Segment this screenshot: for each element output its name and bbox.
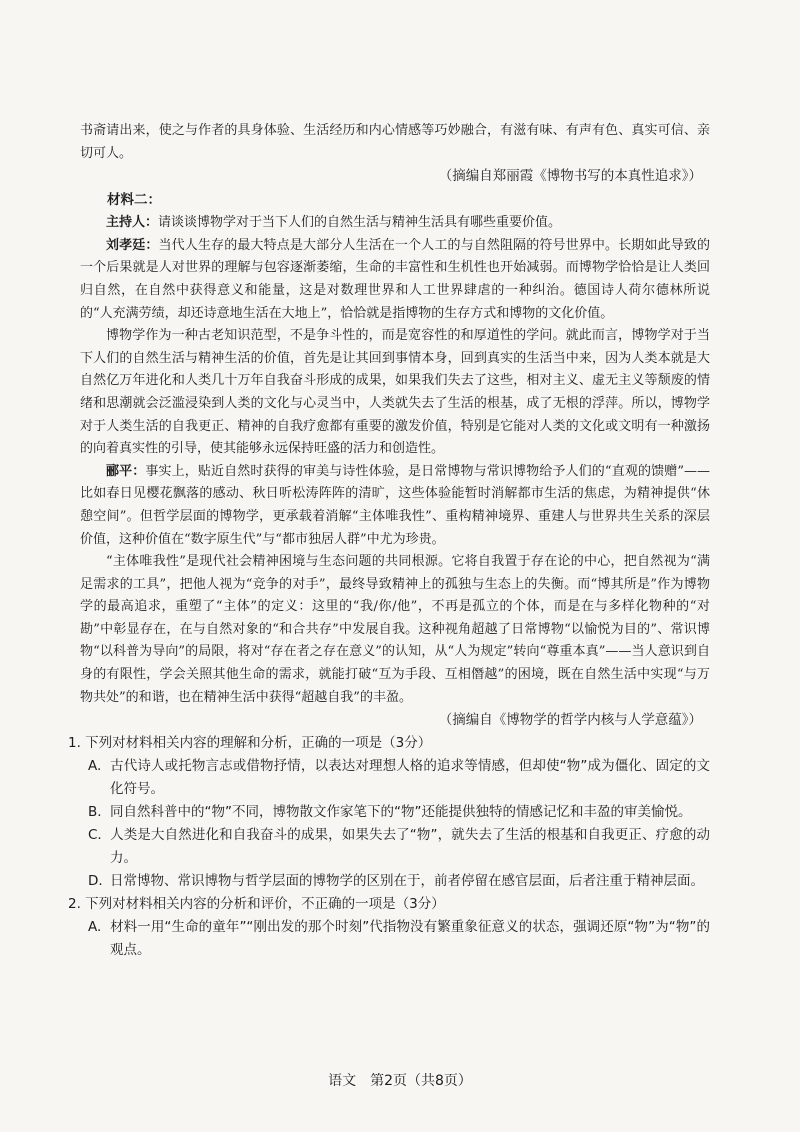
- option-a: [88, 916, 710, 962]
- option-text: 同自然科普中的“物”不同，博物散文作家笔下的“物”还能提供独特的情感记忆和丰盈的审美愉悦。: [110, 804, 692, 821]
- option-text: 人类是大自然进化和自我奋斗的成果，如果失去了“物”，就失去了生活的根基和自我更正、疗愈的动力。: [110, 827, 710, 867]
- paragraph: [80, 212, 710, 235]
- option-letter: A.: [88, 758, 102, 775]
- material1-source: （摘编自郑丽霞《博物书写的本真性追求》）: [438, 168, 702, 185]
- material2-source: （摘编自《博物学的哲学内核与人学意蕴》）: [438, 712, 702, 729]
- option-text: 古代诗人或托物言志或借物抒情，以表达对理想人格的追求等情感，但却使“物”成为僵化、固定的文化符号。: [110, 758, 710, 798]
- option-text: 日常博物、常识博物与哲学层面的博物学的区别在于，前者停留在感官层面，后者注重于精神层面。: [110, 873, 704, 890]
- speaker-label: 郦平：: [106, 463, 146, 479]
- paragraph-text: 博物学作为一种古老知识范型，不是争斗性的，而是宽容性的和厚道性的学问。就此而言，博物学对于当下人们的自然生活与精神生活的价值，首先是让其回到事情本身，回到真实的生活当中来，因为人类本就是大自然亿万年进化和人类几十万年自我奋斗形成的成果，如果我们失去了这些，相对主义、虚无主义等颓废的情绪和思潮就会泛滥浸染到人类的文化与心灵当中，人类就失去了生活的根基，成了无根的浮萍。所以，博物学对于人类生活的自我更正、精神的自我疗愈都有重要的激发价值，特别是它能对人类的文化或文明有一种激扬的向着真实性的引导，使其能够永远保持旺盛的活力和创造性。: [80, 328, 710, 457]
- speaker-label: 主持人：: [106, 215, 159, 231]
- question-stem: 2. 下列对材料相关内容的分析和评价，不正确的一项是（3分）: [68, 896, 445, 913]
- option-letter: D.: [88, 873, 103, 890]
- paragraph-text: “主体唯我性”是现代社会精神困境与生态问题的共同根源。它将自我置于存在论的中心，把自然视为“满足需求的工具”，把他人视为“竞争的对手”，最终导致精神上的孤独与生态上的失衡。而“博其所是”作为博物学的最高追求，重塑了“主体”的定义：这里的“我/你/他”，不再是孤立的个体，而是在与多样化物种的“对勘”中彰显存在，在与自然对象的“和合共存”中发展自我。这种视角超越了日常博物“以愉悦为目的”、常识博物“以科普为导向”的局限，将对“存在者之存在意义”的认知，从“人为规定”转向“尊重本真”——当人意识到自身的有限性，学会关照其他生命的需求，就能打破“互为手段、互相僭越”的困境，既在自然生活中实现“与万物共处”的和谐，也在精神生活中获得“超越自我”的丰盈。: [80, 554, 710, 705]
- option-b: [88, 801, 710, 824]
- paragraph: [80, 325, 710, 461]
- paragraph-text: 事实上，贴近自然时获得的审美与诗性体验，是日常博物与常识博物给予人们的“直观的馈赠”——比如春日见樱花飘落的感动、秋日听松涛阵阵的清旷，这些体验能暂时消解都市生活的焦虑，为精神提供“休憩空间”。但哲学层面的博物学，更承载着消解“主体唯我性”、重构精神境界、重建人与世界共生关系的深层价值，这种价值在“数字原生代”与“都市独居人群”中尤为珍贵。: [80, 463, 710, 547]
- option-d: [88, 870, 710, 893]
- question-stem: 1. 下列对材料相关内容的理解和分析，正确的一项是（3分）: [68, 735, 432, 752]
- option-c: [88, 824, 710, 870]
- paragraph: [80, 551, 710, 709]
- paragraph: [80, 461, 710, 551]
- paragraph-text: 请谈谈博物学对于当下人们的自然生活与精神生活具有哪些重要价值。: [158, 215, 562, 231]
- option-text: 材料一用“生命的童年”“刚出发的那个时刻”代指物没有繁重象征意义的状态，强调还原“物”为“物”的观点。: [110, 919, 710, 959]
- material1-tail: 书斋请出来，使之与作者的具身体验、生活经历和内心情感等巧妙融合，有滋有味、有声有色、真实可信、亲切可人。: [80, 123, 710, 161]
- material2-heading: 材料二：: [107, 192, 161, 209]
- option-letter: A.: [88, 919, 102, 936]
- paragraph-text: 当代人生存的最大特点是大部分人生活在一个人工的与自然阻隔的符号世界中。长期如此导致的一个后果就是人对世界的理解与包容逐渐萎缩，生命的丰富性和生机性也开始减弱。而博物学恰恰是让人类回归自然，在自然中获得意义和能量，这是对数理世界和人工世界肆虐的一种纠治。德国诗人荷尔德林所说的“人充满劳绩，却还诗意地生活在大地上”，恰恰就是指博物的生存方式和博物的文化价值。: [80, 237, 710, 321]
- option-letter: C.: [88, 827, 102, 844]
- speaker-label: 刘孝廷：: [106, 237, 159, 253]
- option-letter: B.: [88, 804, 102, 821]
- paragraph: [80, 235, 710, 325]
- page-footer: 语文 第2页（共8页）: [328, 1073, 472, 1089]
- option-a: [88, 755, 710, 801]
